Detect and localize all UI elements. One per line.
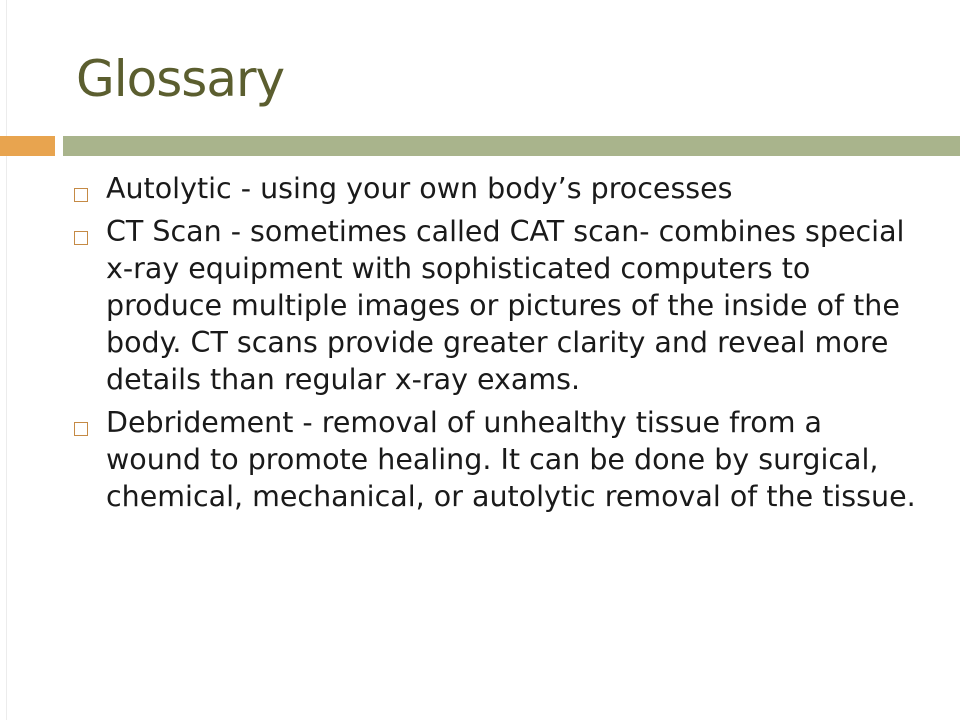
glossary-item-autolytic [74, 170, 920, 207]
glossary-item-ct-scan [74, 213, 920, 398]
title-rule-bar [63, 136, 960, 156]
title-accent-bar [0, 136, 55, 156]
glossary-item-debridement [74, 404, 920, 515]
glossary-item-text: Debridement - removal of unhealthy tissue from a wound to promote healing. It can be done by surgical, chemical, mechanical, or autolytic removal of the tissue. [106, 406, 916, 513]
glossary-item-text: CT Scan - sometimes called CAT scan- combines special x-ray equipment with sophisticated computers to produce multiple images or pictures of the inside of the body. CT scans provide greater clarity and reveal more details than regular x-ray exams. [106, 215, 905, 396]
square-bullet-icon [74, 422, 88, 436]
slide-title: Glossary [76, 50, 285, 108]
square-bullet-icon [74, 188, 88, 202]
glossary-item-text: Autolytic - using your own body’s processes [106, 172, 733, 205]
glossary-list [74, 170, 920, 521]
square-bullet-icon [74, 231, 88, 245]
slide-edge-line [6, 0, 7, 720]
